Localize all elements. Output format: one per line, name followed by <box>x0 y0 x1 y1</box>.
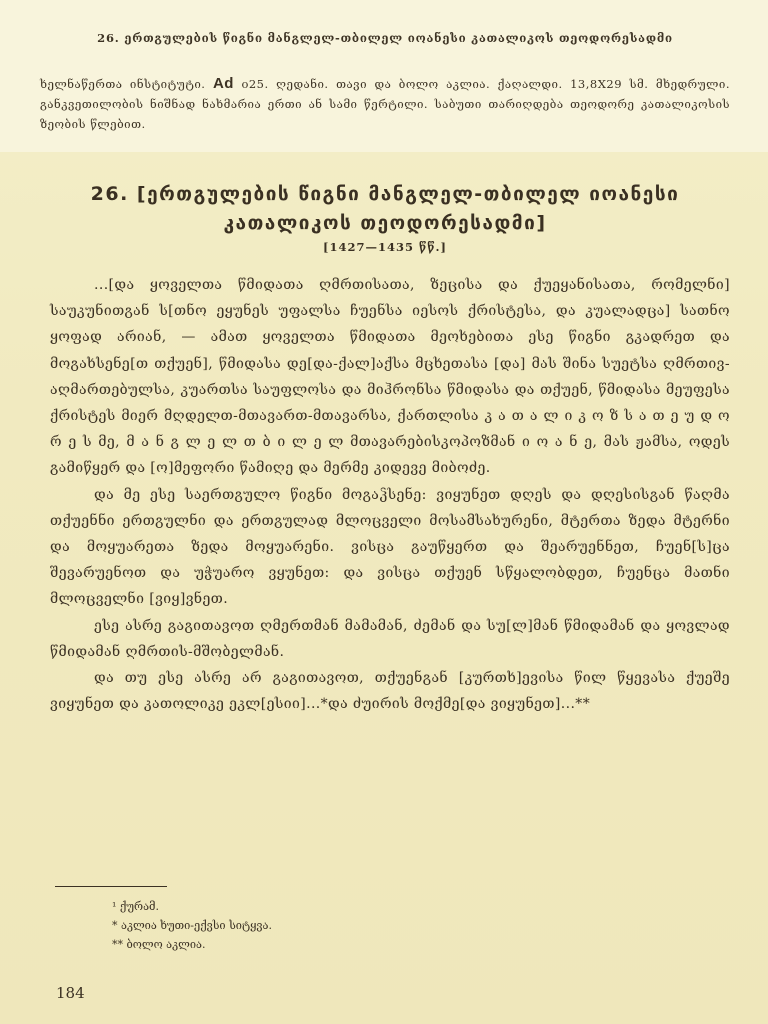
desc-rest: o25. ღედანი. თავი და ბოლო აკლია. ქაღალდი. 13,8X29 სმ. მხედრული. განკვეთილობის ნიშნად ნახმარია ერთი ან სამი წერტილი. საბუთი თარიღდება თეოდორე კათალიკოსის ზეობის წლებით. <box>40 77 731 131</box>
paragraph: და თუ ესე ასრე არ გაგითავოთ, თქუენგან [კურთხ]ევისა წილ წყევასა ქუეშე ვიყუნეთ და კათოლიკე ეკლ[ესიი]...*და ძუირის მოქმე[და ვიყუნეთ]...** <box>50 670 730 713</box>
paragraph: ესე ასრე გაგითავოთ ღმერთმან მამამან, ძემან და სუ[ლ]მან წმიდამან და ყოვლად წმიდამან ღმრთის-მშობელმან. <box>50 617 730 660</box>
source-header <box>0 0 768 152</box>
paragraph: და მე ესე საერთგულო წიგნი მოგაჴსენე: ვიყუნეთ დღეს და დღესისგან წაღმა თქუენნი ერთგულნი და ერთგულად მლოცველი მოსამსახურენი, მტერთა ზედა მტერნი და მოყუარეთა ზედა მოყუარენი. ვისცა გაუწყერთ და შეარუენნეთ, ჩუენ[ს]ცა შევარუენოთ და უჭუარო ვყუნეთ: და ვისცა თქუენ სწყალობდეთ, ჩუენცა მათნი მლოცველნი [ვიყ]ვნეთ. <box>50 486 730 608</box>
footnote-divider <box>55 886 167 887</box>
footnote: ** ბოლო აკლია. <box>112 938 206 951</box>
page-number: 184 <box>56 984 85 1002</box>
footnotes <box>112 897 512 954</box>
paragraph: ...[და ყოველთა წმიდათა ღმრთისათა, ზეცისა და ქუეყანისათა, რომელნი] საუკუნითგან ს[თნო ეყუნეს უფალსა ჩუენსა იესოს ქრისტესა, და კუალადცა] სათნო ყოფად არიან, — ამათ ყოველთა წმიდათა მეოხებითა ესე წიგნი გკადრეთ და მოგახსენე[თ თქუენ], წმიდასა დე[და-ქალ]აქსა მცხეთასა [და] მას შინა სუეტსა ღმრთივ-აღმართებულსა, კუართსა საუფლოსა და მიჰრონსა წმიდასა და თქუენ, წმიდასა მეუფესა ქრისტეს მიერ მღდელთ-მთავართ-მთავარსა, ქართლისა კ ა თ ა ლ ი კ ო ზ ს ა თ ე უ დ ო რ ე ს მე, მ ა ნ გ ლ ე ლ თ ბ ი ლ ე ლ მთავარებისკოპოზმან ი ო ა ნ ე, მას ჟამსა, ოდეს გამიწყერ და [ო]მეფორი წამიღე და მერმე კიდევე მიბოძე. <box>50 277 730 477</box>
footnote: * აკლია ხუთი-ექვსი სიტყვა. <box>112 919 272 932</box>
desc-prefix: ხელნაწერთა ინსტიტუტი. <box>40 77 206 91</box>
document-title: 26. [ერთგულების წიგნი მანგლელ-თბილელ იოანესი კათალიკოს თეოდორესადმი] <box>90 183 680 234</box>
source-description <box>40 74 730 134</box>
header-title: 26. ერთგულების წიგნი მანგლელ-თბილელ იოანესი კათალიკოს თეოდორესადმი <box>97 31 673 45</box>
footnote: ¹ ქურამ. <box>112 900 159 913</box>
manuscript-code: Ad <box>212 75 234 92</box>
document-date: [1427—1435 წწ.] <box>323 240 447 254</box>
document-body <box>50 272 730 717</box>
